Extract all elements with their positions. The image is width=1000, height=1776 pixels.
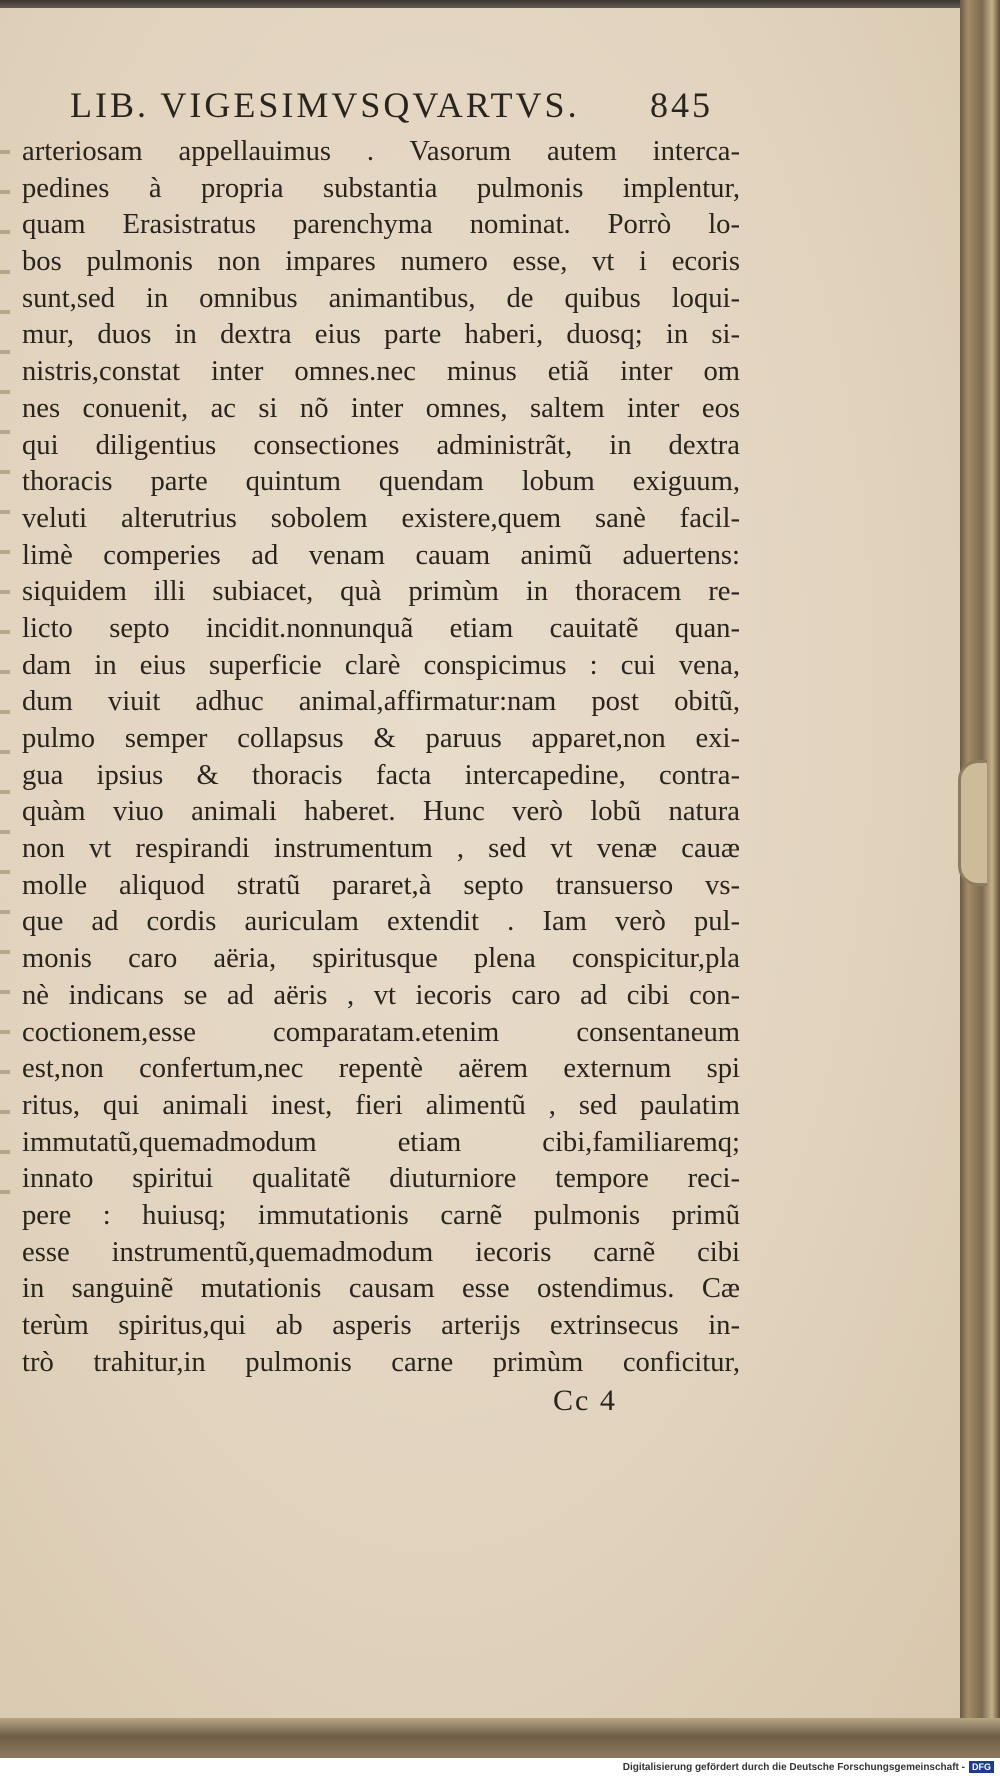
text-line: nè indicans se ad aëris , vt iecoris caro ad cibi con- (22, 979, 740, 1011)
running-header (50, 84, 720, 134)
page-clip (958, 760, 987, 886)
text-line: quàm viuo animali haberet. Hunc verò lobũ natura (22, 796, 740, 828)
text-line: monis caro aëria, spiritusque plena conspicitur,pla (22, 943, 740, 975)
text-line: gua ipsius & thoracis facta intercapedine, contra- (22, 759, 740, 791)
text-line: ritus, qui animali inest, fieri alimentũ , sed paulatim (22, 1089, 740, 1121)
text-line: molle aliquod stratũ pararet,à septo transuerso vs- (22, 869, 740, 901)
text-line: limè comperies ad venam cauam animũ aduertens: (22, 539, 740, 571)
text-line: immutatũ,quemadmodum etiam cibi,familiaremq; (22, 1126, 740, 1158)
text-line: terùm spiritus,qui ab asperis arterijs extrinsecus in- (22, 1310, 740, 1341)
text-line: nes conuenit, ac si nõ inter omnes, saltem inter eos (22, 392, 740, 424)
book-edge-bottom (0, 1718, 1000, 1758)
credit-text: Digitalisierung gefördert durch die Deutsche Forschungsgemeinschaft - (622, 1761, 965, 1773)
text-line: dum viuit adhuc animal,affirmatur:nam post obitũ, (22, 686, 740, 718)
dfg-logo: DFG (969, 1761, 994, 1773)
text-line: veluti alterutrius sobolem existere,quem sanè facil- (22, 502, 740, 534)
text-line: nistris,constat inter omnes.nec minus etiã inter om (22, 356, 740, 388)
text-line: innato spiritui qualitatẽ diuturniore tempore reci- (22, 1163, 740, 1195)
text-line: esse instrumentũ,quemadmodum iecoris carnẽ cibi (22, 1236, 740, 1268)
text-line: pere : huiusq; immutationis carnẽ pulmonis primũ (22, 1199, 740, 1231)
text-line: licto septo incidit.nonnunquã etiam cauitatẽ quan- (22, 612, 740, 644)
text-line: que ad cordis auriculam extendit . Iam verò pul- (22, 906, 740, 938)
text-line: dam in eius superficie clarè conspicimus : cui vena, (22, 649, 740, 681)
text-line: bos pulmonis non impares numero esse, vt i ecoris (22, 246, 740, 278)
text-line: arteriosam appellauimus . Vasorum autem interca- (22, 136, 740, 167)
text-line: in sanguinẽ mutationis causam esse ostendimus. Cæ (22, 1273, 740, 1305)
signature-mark: Cc 4 (553, 1384, 617, 1417)
text-line: sunt,sed in omnibus animantibus, de quibus loqui- (22, 282, 740, 314)
text-line: est,non confertum,nec repentè aërem externum spi (22, 1053, 740, 1085)
text-line: pulmo semper collapsus & paruus apparet,non exi- (22, 723, 740, 754)
text-line: quam Erasistratus parenchyma nominat. Porrò lo- (22, 209, 740, 241)
binding-marks (0, 128, 10, 1228)
digitization-credit (623, 1760, 994, 1774)
running-title: LIB. VIGESIMVSQVARTVS. (70, 85, 580, 125)
text-line: siquidem illi subiacet, quà primùm in thoracem re- (22, 576, 740, 608)
text-line: pedines à propria substantia pulmonis implentur, (22, 172, 740, 204)
text-line: trò trahitur,in pulmonis carne primùm conficitur, (22, 1346, 740, 1378)
text-line: qui diligentius consectiones administrãt, in dextra (22, 429, 740, 461)
page-number: 845 (650, 85, 713, 125)
body-text (22, 134, 740, 1381)
text-line: thoracis parte quintum quendam lobum exiguum, (22, 466, 740, 498)
text-line: mur, duos in dextra eius parte haberi, duosq; in si- (22, 319, 740, 351)
text-line: coctionem,esse comparatam.etenim consentaneum (22, 1016, 740, 1048)
text-line: non vt respirandi instrumentum , sed vt venæ cauæ (22, 833, 740, 865)
